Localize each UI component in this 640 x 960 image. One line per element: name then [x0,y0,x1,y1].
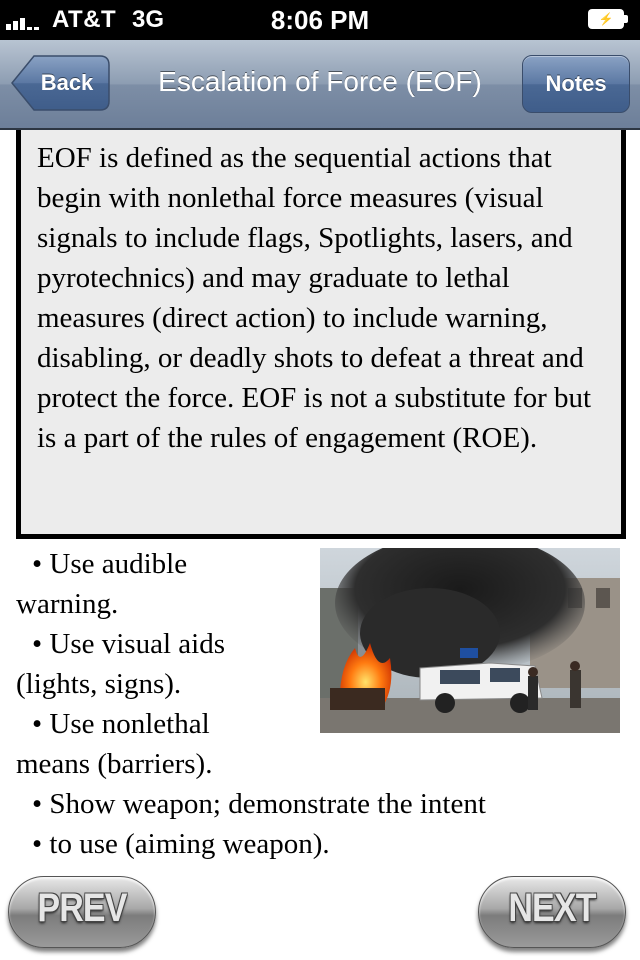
page-title: Escalation of Force (EOF) [158,66,482,97]
next-button-label: NEXT [508,886,596,930]
next-button[interactable] [478,876,626,952]
list-item: (lights, signs). [16,668,182,700]
list-item: means (barriers). [16,748,213,780]
list-item: warning. [16,588,119,620]
definition-box [16,130,626,539]
list-item: • Show weapon; demonstrate the intent [32,788,486,820]
status-bar [0,0,640,40]
prev-button-label: PREV [37,886,127,930]
battery-charging-icon: ⚡ [588,9,630,29]
list-item: • Use visual aids [32,628,225,660]
network-type: 3G [132,6,165,33]
prev-button[interactable] [8,876,156,952]
burning-vehicle-photo [320,548,620,733]
list-item: • to use (aiming weapon). [32,828,330,860]
carrier-name: AT&T [52,6,117,33]
notes-button[interactable]: Notes [522,55,630,113]
list-item: • Use audible [32,548,188,580]
list-item: • Use nonlethal [32,708,210,740]
definition-text: EOF is defined as the sequential actions that begin with nonlethal force measures (visual signals to include flags, Spotlights, lasers, and pyrotechnics) and may graduate to lethal measures (direct action) to include warning, disabling, or deadly shots to defeat a threat and protect the force. EOF is not a substitute for but is a part of the rules of engagement (ROE). [37,142,592,454]
status-time: 8:06 PM [270,5,370,35]
back-button-label: Back [40,70,94,95]
back-button[interactable] [10,54,110,112]
navigation-bar [0,40,640,130]
